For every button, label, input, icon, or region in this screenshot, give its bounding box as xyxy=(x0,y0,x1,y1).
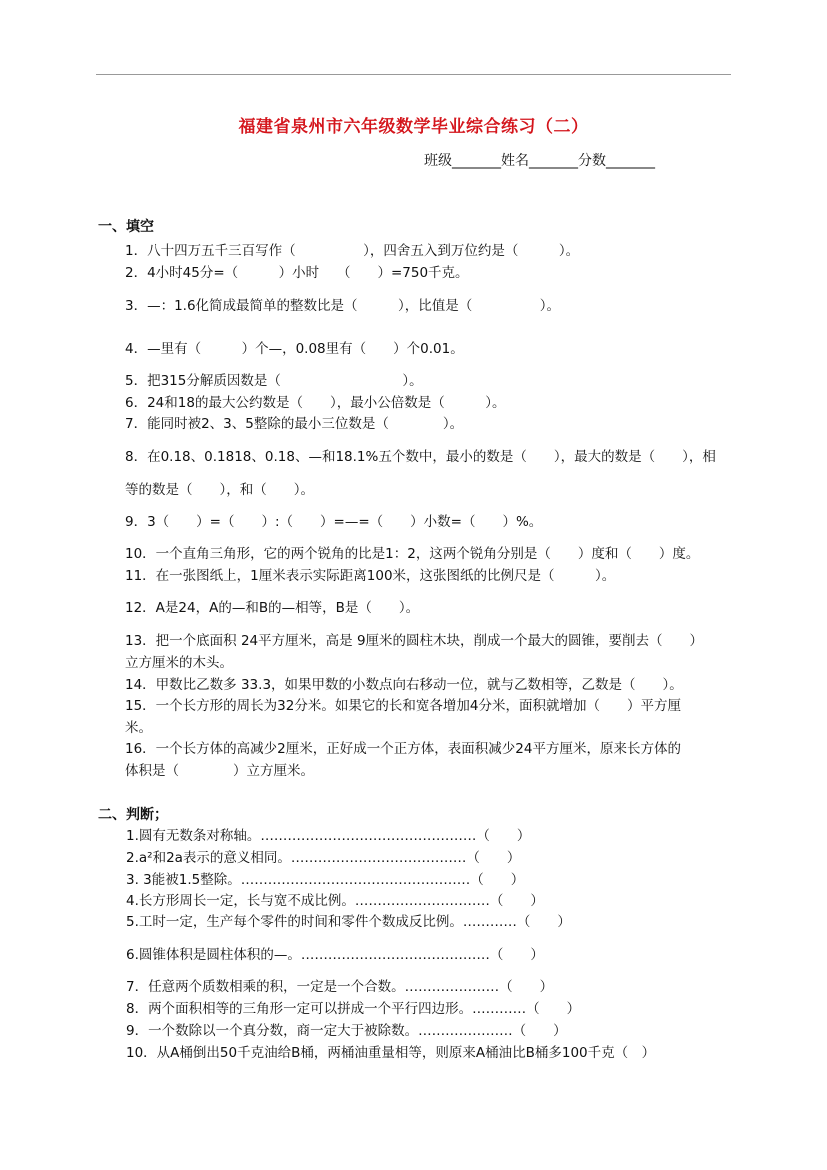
judge-question-4: 4.长方形周长一定，长与宽不成比例。…………………………（ ） xyxy=(126,893,544,909)
fill-question-12: 12．A是24，A的—和B的—相等，B是（ ）。 xyxy=(125,600,420,616)
judge-question-5: 5.工时一定，生产每个零件的时间和零件个数成反比例。…………（ ） xyxy=(126,914,571,930)
fill-question-1: 1．八十四万五千三百写作（ ），四舍五入到万位约是（ ）。 xyxy=(125,243,580,259)
section-heading-fill-in: 一、填空 xyxy=(98,219,154,235)
fill-question-15-cont: 米。 xyxy=(125,720,152,736)
fill-question-8: 8．在0.18、0.1818、0.18、—和18.1%五个数中，最小的数是（ ），最大的数是（ ），相 xyxy=(125,449,716,465)
fill-question-7: 7．能同时被2、3、5整除的最小三位数是（ ）。 xyxy=(125,416,464,432)
judge-question-8: 8．两个面积相等的三角形一定可以拼成一个平行四边形。…………（ ） xyxy=(126,1001,581,1017)
fill-question-3: 3．—：1.6化简成最简单的整数比是（ ），比值是（ ）。 xyxy=(125,298,561,314)
fill-question-11: 11．在一张图纸上，1厘米表示实际距离100米，这张图纸的比例尺是（ ）。 xyxy=(125,568,616,584)
judge-question-6: 6.圆锥体积是圆柱体积的—。……………………………………（ ） xyxy=(126,947,544,963)
judge-question-7: 7．任意两个质数相乘的积，一定是一个合数。…………………（ ） xyxy=(126,979,554,995)
judge-question-3: 3. 3能被1.5整除。……………………………………………（ ） xyxy=(126,872,525,888)
fill-question-8-cont: 等的数是（ ），和（ ）。 xyxy=(125,482,314,498)
judge-question-1: 1.圆有无数条对称轴。…………………………………………（ ） xyxy=(126,828,531,844)
fill-question-13: 13．把一个底面积 24平方厘米，高是 9厘米的圆柱木块，削成一个最大的圆锥，要削去（ ） xyxy=(125,633,704,649)
fill-question-15: 15．一个长方形的周长为32分米。如果它的长和宽各增加4分米，面积就增加（ ）平方厘 xyxy=(125,698,681,714)
fill-question-16: 16．一个长方体的高减少2厘米，正好成一个正方体，表面积减少24平方厘米，原来长方体的 xyxy=(125,741,681,757)
fill-question-6: 6．24和18的最大公约数是（ ），最小公倍数是（ ）。 xyxy=(125,395,506,411)
judge-question-9: 9．一个数除以一个真分数，商一定大于被除数。…………………（ ） xyxy=(126,1023,567,1039)
section-heading-judge: 二、判断； xyxy=(98,807,168,823)
fill-question-14: 14．甲数比乙数多 33.3，如果甲数的小数点向右移动一位，就与乙数相等，乙数是（ ）。 xyxy=(125,677,683,693)
fill-question-16-cont: 体积是（ ）立方厘米。 xyxy=(125,763,314,779)
fill-question-10: 10．一个直角三角形，它的两个锐角的比是1：2，这两个锐角分别是（ ）度和（ ）度。 xyxy=(125,546,700,562)
fill-question-5: 5．把315分解质因数是（ ）。 xyxy=(125,373,423,389)
fill-question-2: 2．4小时45分=（ ）小时 （ ）=750千克。 xyxy=(125,265,469,281)
fill-question-4: 4．—里有（ ）个—，0.08里有（ ）个0.01。 xyxy=(125,341,464,357)
fill-question-13-cont: 立方厘米的木头。 xyxy=(125,655,233,671)
header-rule xyxy=(96,74,731,75)
page-title: 福建省泉州市六年级数学毕业综合练习（二） xyxy=(238,117,589,137)
judge-question-10: 10．从A桶倒出50千克油给B桶，两桶油重量相等，则原来A桶油比B桶多100千克（ ） xyxy=(126,1045,656,1061)
judge-question-2: 2.a²和2a表示的意义相同。…………………………………（ ） xyxy=(126,850,521,866)
fill-question-9: 9．3（ ）=（ ）:（ ）=—=（ ）小数=（ ）%。 xyxy=(125,514,543,530)
student-info-line: 班级_______姓名_______分数_______ xyxy=(424,153,655,169)
